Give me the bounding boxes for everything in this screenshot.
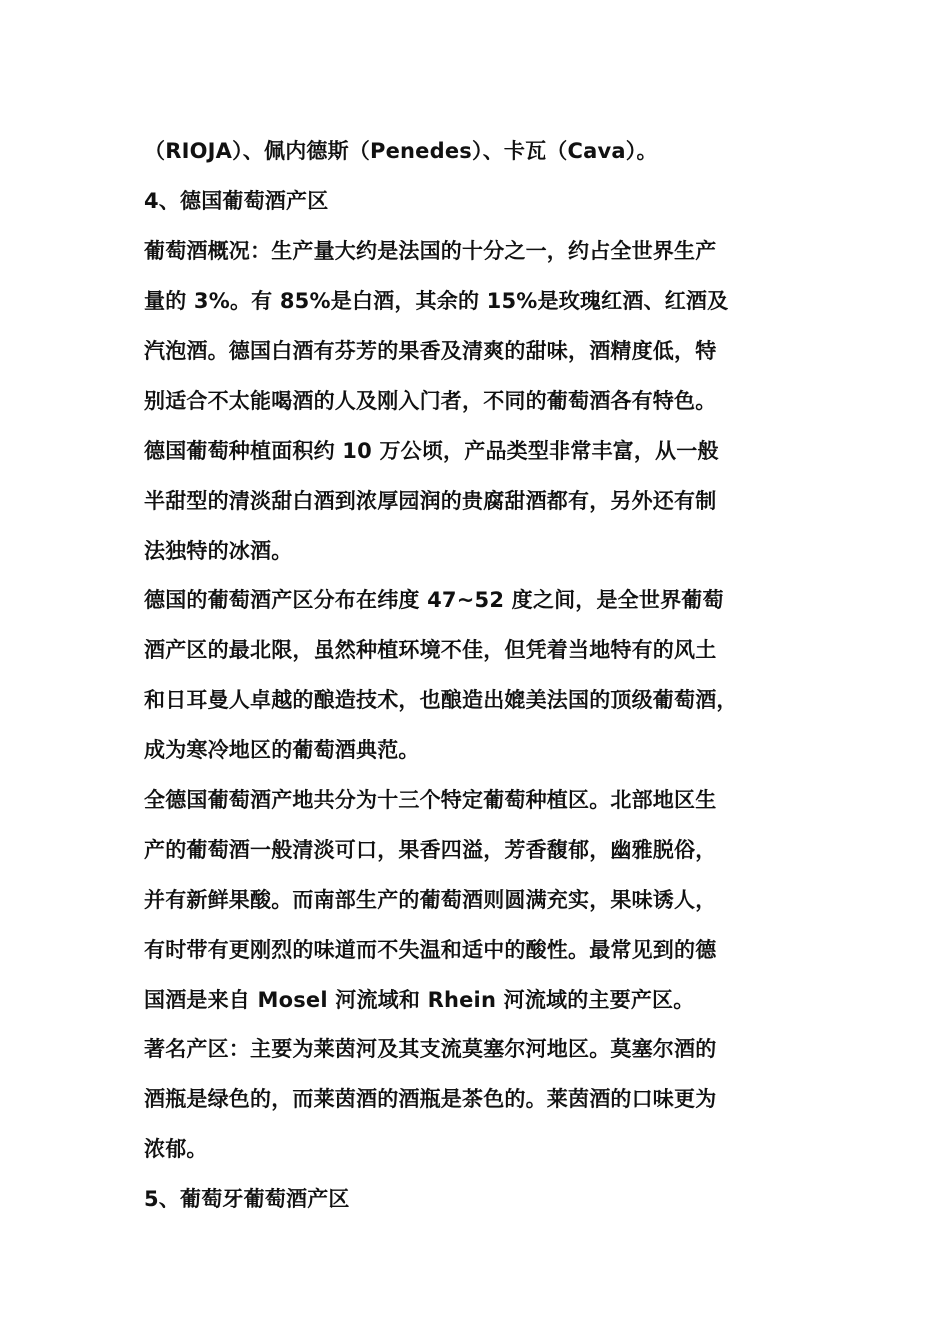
text-line-rioja-continuation: （RIOJA）、佩内德斯（Penedes）、卡瓦（Cava）。 <box>144 139 658 163</box>
text-line: 量的 3%。有 85%是白酒，其余的 15%是玫瑰红酒、红酒及 <box>144 289 729 313</box>
text-line: 别适合不太能喝酒的人及刚入门者，不同的葡萄酒各有特色。 <box>144 389 717 413</box>
text-line: 法独特的冰酒。 <box>144 539 293 563</box>
text-line: 半甜型的清淡甜白酒到浓厚园润的贵腐甜酒都有，另外还有制 <box>144 489 717 513</box>
text-line: 产的葡萄酒一般清淡可口，果香四溢，芳香馥郁，幽雅脱俗， <box>144 838 717 862</box>
section-heading-germany: 4、德国葡萄酒产区 <box>144 189 329 213</box>
text-line: 酒瓶是绿色的，而莱茵酒的酒瓶是茶色的。莱茵酒的口味更为 <box>144 1087 717 1111</box>
text-line: 德国葡萄种植面积约 10 万公顷，产品类型非常丰富，从一般 <box>144 439 719 463</box>
section-heading-portugal: 5、葡萄牙葡萄酒产区 <box>144 1187 350 1211</box>
text-line: 德国的葡萄酒产区分布在纬度 47~52 度之间，是全世界葡萄 <box>144 588 724 612</box>
text-line: 汽泡酒。德国白酒有芬芳的果香及清爽的甜味，酒精度低，特 <box>144 339 717 363</box>
text-line: 并有新鲜果酸。而南部生产的葡萄酒则圆满充实，果味诱人， <box>144 888 717 912</box>
text-line: 全德国葡萄酒产地共分为十三个特定葡萄种植区。北部地区生 <box>144 788 717 812</box>
text-line: 浓郁。 <box>144 1137 208 1161</box>
text-line: 酒产区的最北限，虽然种植环境不佳，但凭着当地特有的风土 <box>144 638 717 662</box>
text-line: 有时带有更刚烈的味道而不失温和适中的酸性。最常见到的德 <box>144 938 717 962</box>
text-line: 国酒是来自 Mosel 河流域和 Rhein 河流域的主要产区。 <box>144 988 695 1012</box>
text-line: 著名产区：主要为莱茵河及其支流莫塞尔河地区。莫塞尔酒的 <box>144 1037 717 1061</box>
text-line: 和日耳曼人卓越的酿造技术，也酿造出媲美法国的顶级葡萄酒， <box>144 688 738 712</box>
text-line: 葡萄酒概况：生产量大约是法国的十分之一，约占全世界生产 <box>144 239 717 263</box>
text-line: 成为寒冷地区的葡萄酒典范。 <box>144 738 420 762</box>
